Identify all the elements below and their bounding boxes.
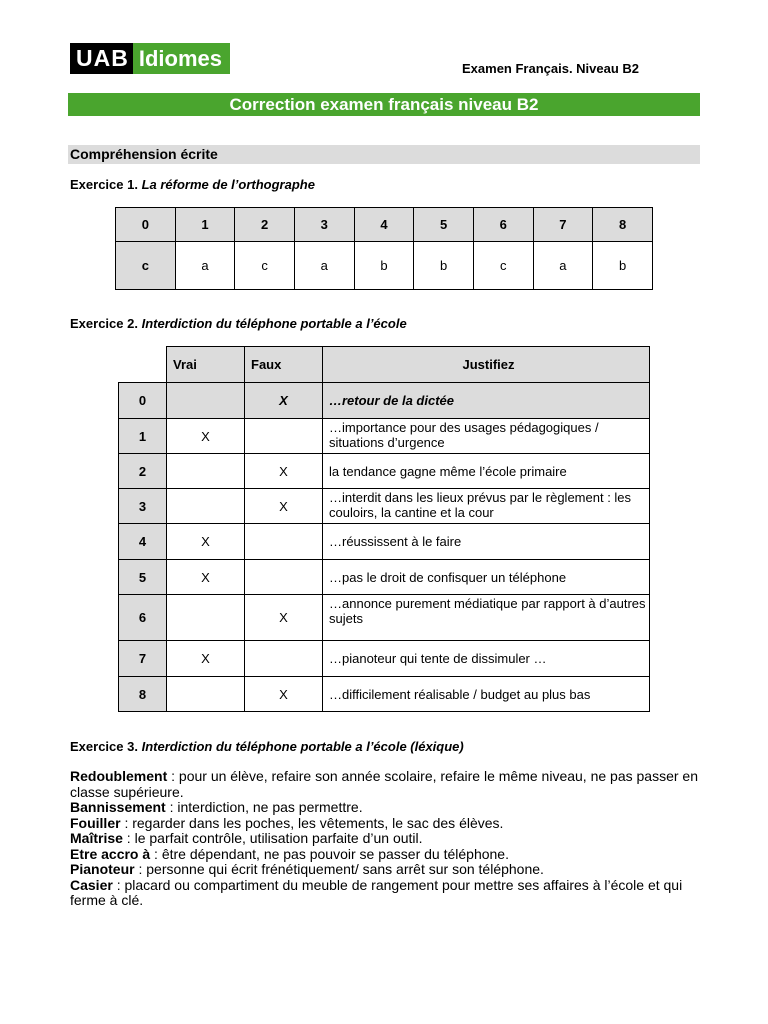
ex2-cell-faux <box>245 419 323 454</box>
ex1-answer-cell: c <box>235 242 295 290</box>
ex1-header-cell: 2 <box>235 208 295 242</box>
page-title: Correction examen français niveau B2 <box>68 93 700 116</box>
ex2-cell-faux: X <box>245 383 323 419</box>
ex1-header-cell: 6 <box>473 208 533 242</box>
lexicon-item <box>70 800 700 816</box>
col-justifiez-header: Justifiez <box>323 347 650 383</box>
ex2-cell-vrai: X <box>167 641 245 677</box>
logo-uab: UAB <box>70 43 133 74</box>
lexicon-item <box>70 831 700 847</box>
exercise-1-table <box>115 207 653 290</box>
lexicon-definition: : placard ou compartiment du meuble de rangement pour mettre ses affaires à l’école et qui ferme à clé. <box>70 876 683 908</box>
lexicon-definition: : être dépendant, ne pas pouvoir se passer du téléphone. <box>150 845 509 862</box>
ex1-header-cell: 3 <box>294 208 354 242</box>
ex2-cell-just: …annonce purement médiatique par rapport à d’autres sujets <box>323 595 650 641</box>
ex1-answer-cell: b <box>593 242 653 290</box>
ex2-cell-vrai <box>167 595 245 641</box>
ex2-cell-vrai <box>167 677 245 712</box>
ex1-answer-cell: a <box>294 242 354 290</box>
lexicon-term: Maîtrise <box>70 830 123 846</box>
exercise-2-subtitle: Interdiction du téléphone portable a l’école <box>141 316 407 331</box>
ex1-header-cell: 0 <box>116 208 176 242</box>
corner-cell <box>119 347 167 383</box>
ex2-cell-num: 2 <box>119 454 167 489</box>
lexicon-definition: : le parfait contrôle, utilisation parfaite d’un outil. <box>122 830 423 846</box>
ex2-row <box>119 641 650 677</box>
ex2-row <box>119 419 650 454</box>
ex2-cell-vrai: X <box>167 419 245 454</box>
ex1-answer-cell: c <box>116 242 176 290</box>
ex2-cell-num: 0 <box>119 383 167 419</box>
lexicon-term: Bannissement <box>70 799 166 815</box>
lexicon-item <box>70 769 700 800</box>
exercise-2-table <box>118 346 650 712</box>
exercise-2-label: Exercice 2 <box>70 316 135 331</box>
ex2-row <box>119 560 650 595</box>
section-heading: Compréhension écrite <box>68 145 700 164</box>
ex2-row <box>119 677 650 712</box>
ex2-cell-just: …retour de la dictée <box>323 383 650 419</box>
ex1-header-cell: 5 <box>414 208 474 242</box>
ex2-cell-faux: X <box>245 595 323 641</box>
ex2-cell-just: …réussissent à le faire <box>323 524 650 560</box>
ex2-cell-vrai <box>167 489 245 524</box>
col-vrai-header: Vrai <box>167 347 245 383</box>
ex2-cell-just: …difficilement réalisable / budget au plus bas <box>323 677 650 712</box>
ex2-cell-vrai: X <box>167 524 245 560</box>
ex2-cell-faux: X <box>245 454 323 489</box>
ex2-row <box>119 383 650 419</box>
lexicon-item <box>70 816 700 832</box>
ex1-answer-cell: a <box>533 242 593 290</box>
ex2-row <box>119 454 650 489</box>
lexicon-list <box>70 769 700 909</box>
ex1-answer-cell: b <box>414 242 474 290</box>
ex2-cell-faux <box>245 641 323 677</box>
lexicon-term: Redoublement <box>70 768 168 784</box>
exercise-1-label: Exercice 1. <box>70 177 138 192</box>
lexicon-definition: : interdiction, ne pas permettre. <box>165 799 363 815</box>
ex2-cell-vrai <box>167 454 245 489</box>
exercise-1-title <box>70 177 315 192</box>
lexicon-item <box>70 878 700 909</box>
exercise-3-label: Exercice 3 <box>70 739 135 754</box>
ex2-cell-num: 1 <box>119 419 167 454</box>
ex2-cell-faux: X <box>245 489 323 524</box>
ex2-cell-num: 4 <box>119 524 167 560</box>
lexicon-item <box>70 847 700 863</box>
exercise-1-subtitle: La réforme de l’orthographe <box>141 177 315 192</box>
ex2-cell-num: 8 <box>119 677 167 712</box>
ex2-cell-faux <box>245 524 323 560</box>
ex2-cell-just: …importance pour des usages pédagogiques / situations d’urgence <box>323 419 650 454</box>
lexicon-definition: : regarder dans les poches, les vêtements, le sac des élèves. <box>120 814 504 831</box>
exercise-2-title: Exercice 2. Interdiction du téléphone portable a l’école <box>70 316 407 331</box>
ex1-answer-cell: a <box>175 242 235 290</box>
header-exam-label: Examen Français. Niveau B2 <box>462 61 640 76</box>
ex2-cell-num: 5 <box>119 560 167 595</box>
ex1-header-cell: 8 <box>593 208 653 242</box>
lexicon-definition: : pour un élève, refaire son année scolaire, refaire le même niveau, ne pas passer en classe supérieure. <box>70 768 698 800</box>
lexicon-item <box>70 862 700 878</box>
ex2-cell-just: …pas le droit de confisquer un téléphone <box>323 560 650 595</box>
ex2-cell-vrai: X <box>167 560 245 595</box>
ex2-cell-num: 7 <box>119 641 167 677</box>
ex2-cell-just: …interdit dans les lieux prévus par le règlement : les couloirs, la cantine et la cour <box>323 489 650 524</box>
col-faux-header: Faux <box>245 347 323 383</box>
ex2-cell-num: 6 <box>119 595 167 641</box>
ex1-answer-cell: c <box>473 242 533 290</box>
lexicon-term: Fouiller <box>70 814 121 831</box>
lexicon-term: Casier <box>70 876 113 893</box>
lexicon-definition: : personne qui écrit frénétiquement/ sans arrêt sur son téléphone. <box>134 861 544 877</box>
ex2-row <box>119 489 650 524</box>
lexicon-term: Etre accro à <box>70 845 151 862</box>
ex2-row <box>119 595 650 641</box>
ex1-header-cell: 7 <box>533 208 593 242</box>
ex2-cell-num: 3 <box>119 489 167 524</box>
lexicon-term: Pianoteur <box>70 861 135 877</box>
exercise-3-subtitle: Interdiction du téléphone portable a l’école (léxique) <box>141 739 464 754</box>
exercise-3-title: Exercice 3. Interdiction du téléphone portable a l’école (léxique) <box>70 739 464 754</box>
ex2-cell-just: la tendance gagne même l’école primaire <box>323 454 650 489</box>
logo-idiomes: Idiomes <box>133 43 230 74</box>
ex2-cell-just: …pianoteur qui tente de dissimuler … <box>323 641 650 677</box>
ex1-header-cell: 4 <box>354 208 414 242</box>
ex2-row <box>119 524 650 560</box>
uab-idiomes-logo <box>70 43 230 74</box>
ex1-header-cell: 1 <box>175 208 235 242</box>
ex2-cell-vrai <box>167 383 245 419</box>
ex1-answer-cell: b <box>354 242 414 290</box>
ex2-cell-faux: X <box>245 677 323 712</box>
ex2-cell-faux <box>245 560 323 595</box>
